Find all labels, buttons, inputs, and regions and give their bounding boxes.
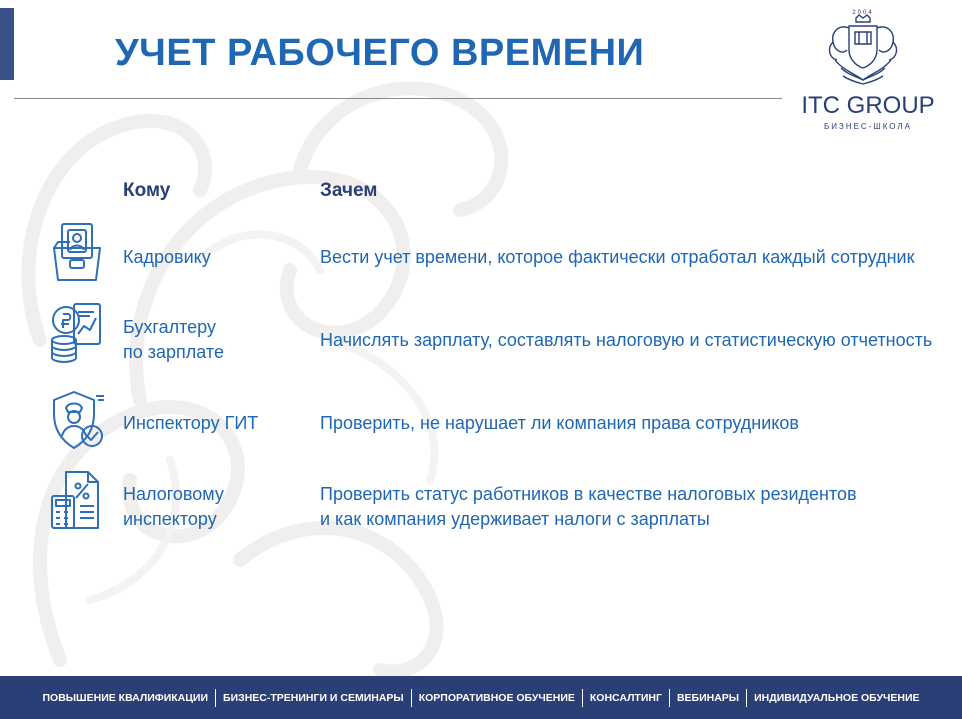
footer-item: ИНДИВИДУАЛЬНОЕ ОБУЧЕНИЕ	[746, 689, 926, 707]
row-1-who	[123, 245, 313, 270]
hr-folder-icon	[48, 222, 106, 284]
row-1-who-line: Кадровику	[123, 247, 211, 267]
row-3-why	[320, 411, 950, 436]
row-2-who	[123, 315, 313, 365]
row-2-who-line: по зарплате	[123, 342, 224, 362]
row-2-why	[320, 328, 950, 353]
row-1-why-line: Вести учет времени, которое фактически отработал каждый сотрудник	[320, 247, 915, 267]
logo-subtitle: БИЗНЕС-ШКОЛА	[823, 122, 912, 131]
row-1-why	[320, 245, 950, 270]
tax-calculator-icon	[48, 470, 106, 532]
footer-item: КОРПОРАТИВНОЕ ОБУЧЕНИЕ	[411, 689, 582, 707]
logo-year: 2004	[852, 10, 874, 16]
coins-report-icon	[48, 302, 106, 364]
title-accent-bar	[0, 8, 14, 80]
row-4-who	[123, 482, 313, 532]
footer-item: БИЗНЕС-ТРЕНИНГИ И СЕМИНАРЫ	[215, 689, 411, 707]
row-2-why-line: Начислять зарплату, составлять налоговую и статистическую отчетность	[320, 330, 933, 350]
footer-item: КОНСАЛТИНГ	[582, 689, 669, 707]
row-3-who-line: Инспектору ГИТ	[123, 413, 259, 433]
logo-name: ITC GROUP	[801, 92, 935, 119]
row-4-who-line: инспектору	[123, 509, 217, 529]
row-3-why-line: Проверить, не нарушает ли компания права сотрудников	[320, 413, 799, 433]
row-4-why	[320, 482, 950, 532]
footer-item: ВЕБИНАРЫ	[669, 689, 746, 707]
row-4-who-line: Налоговому	[123, 484, 224, 504]
column-header-who: Кому	[123, 180, 171, 201]
column-header-why: Зачем	[320, 180, 378, 201]
footer-bar	[0, 676, 962, 719]
row-2-who-line: Бухгалтеру	[123, 317, 216, 337]
row-4-why-line: Проверить статус работников в качестве налоговых резидентов	[320, 484, 857, 504]
inspector-shield-icon	[48, 390, 106, 452]
row-3-who	[123, 411, 313, 436]
footer-item: ПОВЫШЕНИЕ КВАЛИФИКАЦИИ	[42, 691, 209, 704]
row-4-why-line: и как компания удерживает налоги с зарплаты	[320, 509, 710, 529]
itc-group-logo	[795, 6, 945, 136]
page-title: УЧЕТ РАБОЧЕГО ВРЕМЕНИ	[115, 32, 645, 74]
title-underline	[14, 98, 782, 99]
crest-icon	[823, 6, 903, 88]
